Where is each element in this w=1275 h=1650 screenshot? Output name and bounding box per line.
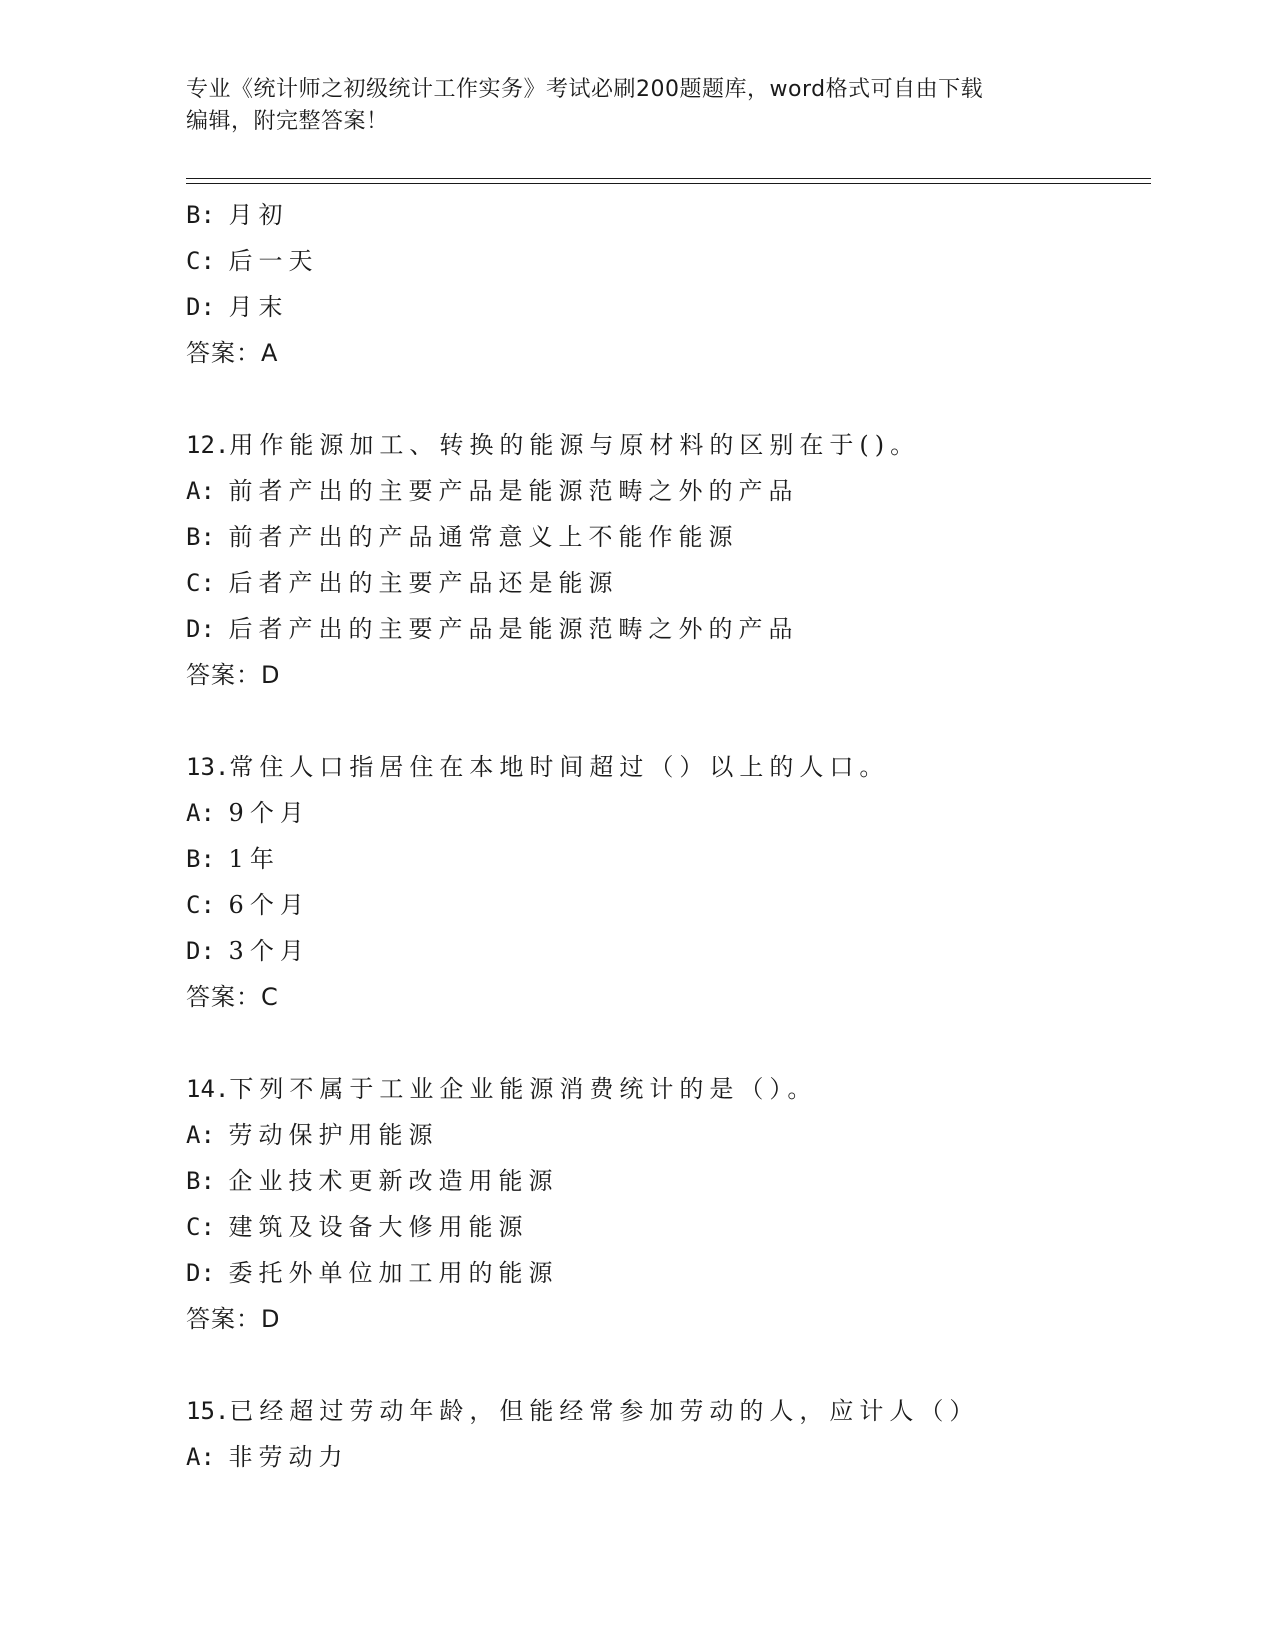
option-a (186, 1434, 1151, 1480)
option-text: 委托外单位加工用的能源 (228, 1259, 559, 1287)
option-text: 前者产出的产品通常意义上不能作能源 (228, 523, 739, 551)
question-13 (186, 744, 1151, 1020)
question-list (186, 192, 1151, 1480)
option-letter: B: (186, 845, 215, 873)
header-line-1: 专业《统计师之初级统计工作实务》考试必刷200题题库，word格式可自由下载 (186, 77, 984, 102)
option-c (186, 560, 1151, 606)
option-letter: B: (186, 523, 215, 551)
option-text: 非劳动力 (228, 1443, 349, 1471)
question-14 (186, 1066, 1151, 1342)
question-number: 14. (186, 1075, 230, 1103)
option-d (186, 1250, 1151, 1296)
option-c (186, 882, 1151, 928)
option-b (186, 836, 1151, 882)
header-line-2: 编辑，附完整答案！ (186, 109, 389, 134)
option-letter: A: (186, 799, 215, 827)
option-d (186, 284, 1151, 330)
option-c (186, 1204, 1151, 1250)
option-text: 企业技术更新改造用能源 (228, 1167, 559, 1195)
option-text: 6个月 (228, 891, 310, 919)
question-stem (186, 1066, 1151, 1112)
header-divider-bottom (186, 183, 1151, 184)
question-text: 用作能源加工、转换的能源与原材料的区别在于()。 (229, 431, 921, 459)
answer-line: 答案：C (186, 983, 279, 1011)
option-a (186, 1112, 1151, 1158)
option-letter: C: (186, 891, 215, 919)
option-letter: D: (186, 615, 215, 643)
spacer (186, 698, 1151, 744)
answer-line: 答案：A (186, 339, 279, 367)
option-text: 建筑及设备大修用能源 (228, 1213, 529, 1241)
option-text: 后一天 (228, 247, 319, 275)
question-stem (186, 744, 1151, 790)
option-text: 9个月 (228, 799, 310, 827)
option-letter: D: (186, 1259, 215, 1287)
option-letter: C: (186, 569, 215, 597)
option-text: 前者产出的主要产品是能源范畴之外的产品 (228, 477, 799, 505)
option-text: 后者产出的主要产品是能源范畴之外的产品 (228, 615, 799, 643)
question-12 (186, 422, 1151, 698)
question-text: 常住人口指居住在本地时间超过（）以上的人口。 (229, 753, 890, 781)
option-text: 1年 (228, 845, 280, 873)
option-a (186, 468, 1151, 514)
spacer (186, 1020, 1151, 1066)
answer-line: 答案：D (186, 1305, 281, 1333)
option-d (186, 606, 1151, 652)
question-text: 已经超过劳动年龄，但能经常参加劳动的人，应计人（） (229, 1397, 980, 1425)
question-stem (186, 1388, 1151, 1434)
header-divider-top (186, 178, 1151, 179)
question-15 (186, 1388, 1151, 1480)
option-text: 3个月 (228, 937, 310, 965)
option-letter: D: (186, 937, 215, 965)
question-number: 13. (186, 753, 230, 781)
option-d (186, 928, 1151, 974)
question-continued (186, 192, 1151, 376)
option-text: 劳动保护用能源 (228, 1121, 439, 1149)
question-number: 15. (186, 1397, 230, 1425)
option-letter: C: (186, 1213, 215, 1241)
option-c (186, 238, 1151, 284)
answer-line: 答案：D (186, 661, 281, 689)
option-a (186, 790, 1151, 836)
question-number: 12. (186, 431, 230, 459)
option-b (186, 1158, 1151, 1204)
option-letter: A: (186, 1443, 215, 1471)
option-letter: D: (186, 293, 215, 321)
option-text: 月初 (228, 201, 289, 229)
option-text: 月末 (228, 293, 289, 321)
option-letter: B: (186, 201, 215, 229)
option-b (186, 514, 1151, 560)
option-text: 后者产出的主要产品还是能源 (228, 569, 619, 597)
spacer (186, 1342, 1151, 1388)
document-header (186, 74, 1086, 138)
option-letter: A: (186, 477, 215, 505)
option-b (186, 192, 1151, 238)
option-letter: C: (186, 247, 215, 275)
question-stem (186, 422, 1151, 468)
option-letter: A: (186, 1121, 215, 1149)
option-letter: B: (186, 1167, 215, 1195)
spacer (186, 376, 1151, 422)
question-text: 下列不属于工业企业能源消费统计的是（）。 (229, 1075, 818, 1103)
